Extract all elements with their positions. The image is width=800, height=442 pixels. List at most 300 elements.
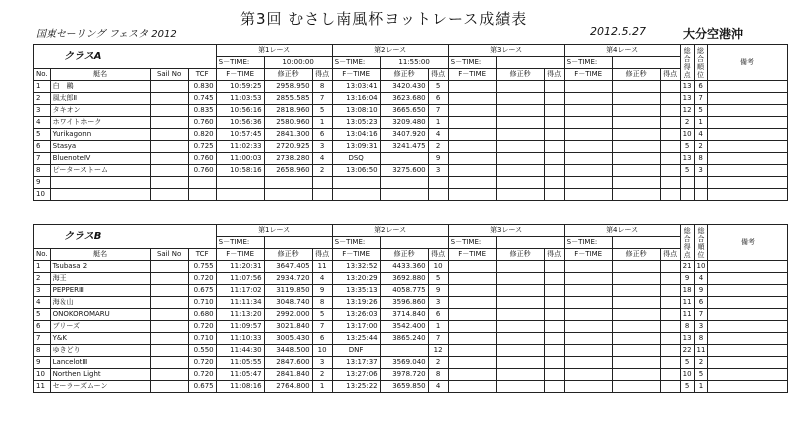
race1-points: 8 <box>312 81 332 93</box>
race1-finish: 11:00:03 <box>216 153 264 165</box>
race1-finish: 10:57:45 <box>216 129 264 141</box>
race1-points <box>312 189 332 201</box>
empty-race-cell <box>660 381 680 393</box>
overall-rank <box>694 177 707 189</box>
empty-race-cell <box>496 297 544 309</box>
row-no: 3 <box>34 105 51 117</box>
start-time-label-2: S－TIME: <box>332 57 380 69</box>
race2-corrected: 3665.650 <box>380 105 428 117</box>
remarks-cell <box>707 153 787 165</box>
empty-race-cell <box>564 321 612 333</box>
race2-corrected: 4433.360 <box>380 261 428 273</box>
empty-race-cell <box>496 129 544 141</box>
col-corrected: 修正秒 <box>380 69 428 81</box>
total-points <box>680 189 694 201</box>
race2-corrected: 3714.840 <box>380 309 428 321</box>
race1-corrected: 2738.280 <box>264 153 312 165</box>
empty-race-cell <box>496 81 544 93</box>
race2-corrected: 3978.720 <box>380 369 428 381</box>
total-points: 5 <box>680 357 694 369</box>
tcf-value: 0.710 <box>188 297 216 309</box>
sail-no <box>150 177 188 189</box>
race1-corrected: 3119.850 <box>264 285 312 297</box>
race1-points: 3 <box>312 357 332 369</box>
total-points-header: 総合得点 <box>680 45 694 81</box>
empty-race-cell <box>448 141 496 153</box>
sail-no <box>150 297 188 309</box>
row-no: 5 <box>34 309 51 321</box>
race-header-3: 第3レース <box>448 45 564 57</box>
empty-race-cell <box>496 273 544 285</box>
start-time-label-3: S－TIME: <box>448 237 496 249</box>
row-no: 4 <box>34 117 51 129</box>
empty-race-cell <box>564 369 612 381</box>
remarks-cell <box>707 165 787 177</box>
race2-finish: 13:35:13 <box>332 285 380 297</box>
empty-race-cell <box>544 381 564 393</box>
col-corrected: 修正秒 <box>496 69 544 81</box>
remarks-cell <box>707 81 787 93</box>
empty-race-cell <box>544 345 564 357</box>
table-row <box>34 273 788 285</box>
start-time-value-4 <box>612 57 680 69</box>
boat-name: Stasya <box>50 141 150 153</box>
race1-points: 9 <box>312 285 332 297</box>
start-time-label-1: S－TIME: <box>216 237 264 249</box>
row-no: 6 <box>34 321 51 333</box>
total-points: 2 <box>680 117 694 129</box>
remarks-cell <box>707 105 787 117</box>
empty-race-cell <box>612 93 660 105</box>
overall-rank: 1 <box>694 381 708 393</box>
race1-finish: 11:17:02 <box>216 285 264 297</box>
start-time-value-3 <box>496 237 564 249</box>
start-time-value-1: 10:00:00 <box>264 57 332 69</box>
col-finish-time: F－TIME <box>564 69 612 81</box>
table-row <box>34 189 788 201</box>
empty-race-cell <box>660 321 680 333</box>
remarks-cell <box>707 177 787 189</box>
empty-race-cell <box>448 381 496 393</box>
empty-race-cell <box>544 165 564 177</box>
race2-corrected: 3623.680 <box>380 93 428 105</box>
tcf-value: 0.710 <box>188 333 216 345</box>
empty-race-cell <box>544 81 564 93</box>
empty-race-cell <box>660 309 680 321</box>
empty-race-cell <box>660 105 680 117</box>
empty-race-cell <box>564 261 612 273</box>
overall-rank <box>694 189 707 201</box>
race1-corrected: 3448.500 <box>264 345 312 357</box>
remarks-cell <box>708 309 788 321</box>
race2-corrected: 3569.040 <box>380 357 428 369</box>
empty-race-cell <box>660 81 680 93</box>
total-points: 11 <box>680 309 694 321</box>
empty-race-cell <box>448 189 496 201</box>
empty-race-cell <box>660 273 680 285</box>
col-points: 得点 <box>660 69 680 81</box>
remarks-header: 備考 <box>708 225 788 261</box>
empty-race-cell <box>448 81 496 93</box>
tcf-value: 0.720 <box>188 273 216 285</box>
total-points: 5 <box>680 165 694 177</box>
sail-no <box>150 357 188 369</box>
table-row <box>34 261 788 273</box>
boat-name: 風太郎Ⅱ <box>50 93 150 105</box>
total-points: 10 <box>680 369 694 381</box>
race1-finish: 11:03:53 <box>216 93 264 105</box>
start-time-label-3: S－TIME: <box>448 57 496 69</box>
empty-race-cell <box>448 93 496 105</box>
empty-race-cell <box>496 117 544 129</box>
col-corrected: 修正秒 <box>380 249 428 261</box>
row-no: 7 <box>34 333 51 345</box>
race2-finish: 13:17:00 <box>332 321 380 333</box>
row-no: 8 <box>34 165 51 177</box>
results-table-class-a <box>33 44 788 201</box>
race-header-2: 第2レース <box>332 225 448 237</box>
empty-race-cell <box>660 177 680 189</box>
empty-race-cell <box>564 105 612 117</box>
race1-points: 5 <box>312 105 332 117</box>
race2-finish: 13:27:06 <box>332 369 380 381</box>
row-no: 6 <box>34 141 51 153</box>
boat-name: PEPPERⅢ <box>50 285 150 297</box>
empty-race-cell <box>612 117 660 129</box>
race1-corrected: 2764.800 <box>264 381 312 393</box>
race2-corrected: 3542.400 <box>380 321 428 333</box>
empty-race-cell <box>448 333 496 345</box>
table-row <box>34 345 788 357</box>
tcf-value <box>188 189 216 201</box>
race2-points: 8 <box>428 369 448 381</box>
empty-race-cell <box>544 261 564 273</box>
table-row <box>34 81 788 93</box>
race1-corrected: 2580.960 <box>264 117 312 129</box>
col-sail-no: Sail No <box>150 249 188 261</box>
empty-race-cell <box>612 177 660 189</box>
tcf-value: 0.835 <box>188 105 216 117</box>
event-date: 2012.5.27 <box>590 25 646 38</box>
total-points: 12 <box>680 105 694 117</box>
empty-race-cell <box>612 285 660 297</box>
race1-finish: 11:02:33 <box>216 141 264 153</box>
empty-race-cell <box>612 141 660 153</box>
tcf-value: 0.760 <box>188 153 216 165</box>
table-row <box>34 297 788 309</box>
start-time-value-4 <box>612 237 680 249</box>
race1-finish: 11:44:30 <box>216 345 264 357</box>
race2-corrected: 3407.920 <box>380 129 428 141</box>
overall-rank: 6 <box>694 81 707 93</box>
empty-race-cell <box>448 345 496 357</box>
remarks-cell <box>707 189 787 201</box>
tcf-value: 0.745 <box>188 93 216 105</box>
boat-name: Y&K <box>50 333 150 345</box>
col-points: 得点 <box>660 249 680 261</box>
empty-race-cell <box>564 177 612 189</box>
boat-name: Yurikagonn <box>50 129 150 141</box>
total-points: 5 <box>680 381 694 393</box>
class-title: クラスA <box>34 45 217 69</box>
race1-finish: 10:56:16 <box>216 105 264 117</box>
col-finish-time: F－TIME <box>332 249 380 261</box>
start-time-label-1: S－TIME: <box>216 57 264 69</box>
tcf-value: 0.675 <box>188 285 216 297</box>
empty-race-cell <box>448 285 496 297</box>
race1-points: 2 <box>312 165 332 177</box>
row-no: 10 <box>34 369 51 381</box>
empty-race-cell <box>660 117 680 129</box>
table-row <box>34 117 788 129</box>
empty-race-cell <box>544 321 564 333</box>
race2-finish: 13:09:31 <box>332 141 380 153</box>
race2-finish: 13:26:03 <box>332 309 380 321</box>
tcf-value: 0.760 <box>188 165 216 177</box>
tcf-value: 0.720 <box>188 357 216 369</box>
race1-points: 6 <box>312 333 332 345</box>
overall-rank: 10 <box>694 261 708 273</box>
boat-name: タキオン <box>50 105 150 117</box>
sail-no <box>150 105 188 117</box>
empty-race-cell <box>448 357 496 369</box>
race1-corrected: 3021.840 <box>264 321 312 333</box>
table-row <box>34 333 788 345</box>
race1-points: 8 <box>312 297 332 309</box>
empty-race-cell <box>544 105 564 117</box>
race2-finish: 13:20:29 <box>332 273 380 285</box>
empty-race-cell <box>544 297 564 309</box>
race2-finish: 13:03:41 <box>332 81 380 93</box>
table-row <box>34 321 788 333</box>
col-corrected: 修正秒 <box>264 69 312 81</box>
overall-rank-header: 総合順位 <box>694 225 708 261</box>
empty-race-cell <box>660 141 680 153</box>
race2-points <box>428 189 448 201</box>
empty-race-cell <box>564 129 612 141</box>
empty-race-cell <box>496 141 544 153</box>
col-no: No. <box>34 249 51 261</box>
empty-race-cell <box>564 333 612 345</box>
results-table-class-b <box>33 224 788 393</box>
empty-race-cell <box>496 285 544 297</box>
race-header-3: 第3レース <box>448 225 564 237</box>
boat-name <box>50 189 150 201</box>
empty-race-cell <box>660 357 680 369</box>
race2-corrected: 3420.430 <box>380 81 428 93</box>
race2-finish: 13:25:22 <box>332 381 380 393</box>
sail-no <box>150 117 188 129</box>
race1-finish: 11:11:34 <box>216 297 264 309</box>
empty-race-cell <box>544 141 564 153</box>
empty-race-cell <box>660 345 680 357</box>
col-tcf: TCF <box>188 249 216 261</box>
table-row <box>34 177 788 189</box>
sail-no <box>150 165 188 177</box>
empty-race-cell <box>612 309 660 321</box>
page-title: 第3回 むさし南風杯ヨットレース成績表 <box>240 10 528 28</box>
boat-name: Northen Light <box>50 369 150 381</box>
race1-corrected: 2992.000 <box>264 309 312 321</box>
empty-race-cell <box>612 369 660 381</box>
race2-points: 4 <box>428 381 448 393</box>
total-points: 8 <box>680 321 694 333</box>
race2-points: 9 <box>428 153 448 165</box>
race1-points: 7 <box>312 93 332 105</box>
empty-race-cell <box>612 321 660 333</box>
class-title: クラスB <box>34 225 217 249</box>
remarks-header: 備考 <box>707 45 787 81</box>
row-no: 1 <box>34 261 51 273</box>
race2-points: 3 <box>428 165 448 177</box>
sail-no <box>150 285 188 297</box>
empty-race-cell <box>564 189 612 201</box>
empty-race-cell <box>544 93 564 105</box>
total-points: 18 <box>680 285 694 297</box>
col-finish-time: F－TIME <box>448 249 496 261</box>
col-boat-name: 艇名 <box>50 249 150 261</box>
empty-race-cell <box>448 129 496 141</box>
race1-corrected: 2847.600 <box>264 357 312 369</box>
race2-corrected: 3659.850 <box>380 381 428 393</box>
empty-race-cell <box>448 261 496 273</box>
overall-rank: 5 <box>694 105 707 117</box>
tcf-value: 0.720 <box>188 321 216 333</box>
race1-points: 10 <box>312 345 332 357</box>
race2-finish: 13:19:26 <box>332 297 380 309</box>
total-points: 13 <box>680 333 694 345</box>
empty-race-cell <box>448 297 496 309</box>
col-points: 得点 <box>428 249 448 261</box>
col-no: No. <box>34 69 51 81</box>
boat-name: Tsubasa 2 <box>50 261 150 273</box>
remarks-cell <box>708 345 788 357</box>
empty-race-cell <box>496 93 544 105</box>
race1-corrected: 3048.740 <box>264 297 312 309</box>
tcf-value <box>188 177 216 189</box>
start-time-value-1 <box>264 237 332 249</box>
empty-race-cell <box>544 273 564 285</box>
start-time-label-2: S－TIME: <box>332 237 380 249</box>
sail-no <box>150 309 188 321</box>
empty-race-cell <box>448 309 496 321</box>
race2-points: 2 <box>428 141 448 153</box>
tcf-value: 0.820 <box>188 129 216 141</box>
race1-corrected: 2841.840 <box>264 369 312 381</box>
race2-corrected <box>380 189 428 201</box>
overall-rank: 3 <box>694 165 707 177</box>
overall-rank: 4 <box>694 273 708 285</box>
race2-finish: 13:16:04 <box>332 93 380 105</box>
remarks-cell <box>708 321 788 333</box>
row-no: 7 <box>34 153 51 165</box>
col-finish-time: F－TIME <box>332 69 380 81</box>
empty-race-cell <box>448 105 496 117</box>
total-points <box>680 177 694 189</box>
race2-points: 1 <box>428 117 448 129</box>
race1-finish: 11:08:16 <box>216 381 264 393</box>
tcf-value: 0.550 <box>188 345 216 357</box>
row-no: 9 <box>34 177 51 189</box>
race2-finish: 13:32:52 <box>332 261 380 273</box>
race1-points: 2 <box>312 369 332 381</box>
empty-race-cell <box>612 81 660 93</box>
empty-race-cell <box>612 189 660 201</box>
start-time-value-2 <box>380 237 448 249</box>
table-row <box>34 381 788 393</box>
race2-corrected: 3209.480 <box>380 117 428 129</box>
race1-points: 4 <box>312 273 332 285</box>
empty-race-cell <box>544 153 564 165</box>
remarks-cell <box>708 297 788 309</box>
total-points: 10 <box>680 129 694 141</box>
overall-rank: 8 <box>694 153 707 165</box>
race1-corrected: 2841.300 <box>264 129 312 141</box>
empty-race-cell <box>564 81 612 93</box>
race1-points: 11 <box>312 261 332 273</box>
empty-race-cell <box>612 261 660 273</box>
empty-race-cell <box>660 333 680 345</box>
empty-race-cell <box>544 369 564 381</box>
empty-race-cell <box>496 321 544 333</box>
table-row <box>34 285 788 297</box>
remarks-cell <box>707 117 787 129</box>
table-row <box>34 129 788 141</box>
race2-points: 2 <box>428 357 448 369</box>
empty-race-cell <box>544 333 564 345</box>
race2-points: 3 <box>428 297 448 309</box>
sail-no <box>150 321 188 333</box>
race1-corrected: 2855.585 <box>264 93 312 105</box>
empty-race-cell <box>612 273 660 285</box>
race2-points: 7 <box>428 333 448 345</box>
race1-corrected: 2720.925 <box>264 141 312 153</box>
sail-no <box>150 189 188 201</box>
sail-no <box>150 129 188 141</box>
race1-points: 5 <box>312 309 332 321</box>
race2-finish: 13:25:44 <box>332 333 380 345</box>
empty-race-cell <box>496 357 544 369</box>
empty-race-cell <box>496 105 544 117</box>
empty-race-cell <box>448 369 496 381</box>
row-no: 2 <box>34 93 51 105</box>
total-points: 11 <box>680 297 694 309</box>
sail-no <box>150 81 188 93</box>
row-no: 3 <box>34 285 51 297</box>
total-points: 22 <box>680 345 694 357</box>
empty-race-cell <box>564 117 612 129</box>
boat-name: セーラーズムーン <box>50 381 150 393</box>
race1-finish: 11:20:31 <box>216 261 264 273</box>
race2-finish: 13:04:16 <box>332 129 380 141</box>
empty-race-cell <box>660 165 680 177</box>
col-sail-no: Sail No <box>150 69 188 81</box>
start-time-value-3 <box>496 57 564 69</box>
col-points: 得点 <box>544 69 564 81</box>
sail-no <box>150 345 188 357</box>
empty-race-cell <box>448 165 496 177</box>
col-corrected: 修正秒 <box>612 249 660 261</box>
empty-race-cell <box>564 357 612 369</box>
boat-name: ホワイトホーク <box>50 117 150 129</box>
remarks-cell <box>708 369 788 381</box>
col-points: 得点 <box>312 249 332 261</box>
table-row <box>34 153 788 165</box>
race2-points <box>428 177 448 189</box>
race1-points: 1 <box>312 381 332 393</box>
boat-name: 海＆山 <box>50 297 150 309</box>
overall-rank: 1 <box>694 117 707 129</box>
